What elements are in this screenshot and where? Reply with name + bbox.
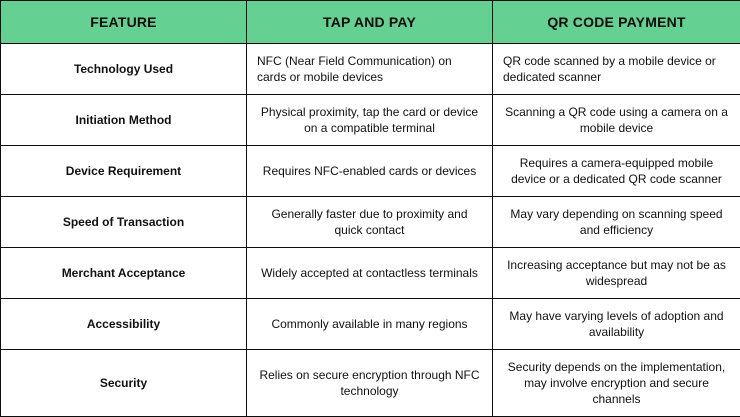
qr-code-payment-cell: May have varying levels of adoption and availability: [493, 299, 740, 350]
table-row: [1, 95, 740, 146]
feature-cell: Device Requirement: [1, 146, 247, 197]
qr-code-payment-cell: Security depends on the implementation, may involve encryption and secure channels: [493, 350, 740, 417]
qr-code-payment-cell: Requires a camera-equipped mobile device or a dedicated QR code scanner: [493, 146, 740, 197]
feature-cell: Merchant Acceptance: [1, 248, 247, 299]
qr-code-payment-cell: May vary depending on scanning speed and efficiency: [493, 197, 740, 248]
feature-cell: Technology Used: [1, 44, 247, 95]
feature-cell: Accessibility: [1, 299, 247, 350]
header-qr-code-payment: QR CODE PAYMENT: [493, 1, 740, 44]
tap-and-pay-cell: Requires NFC-enabled cards or devices: [247, 146, 493, 197]
tap-and-pay-cell: Relies on secure encryption through NFC technology: [247, 350, 493, 417]
feature-cell: Speed of Transaction: [1, 197, 247, 248]
table-row: [1, 350, 740, 417]
tap-and-pay-cell: NFC (Near Field Communication) on cards or mobile devices: [247, 44, 493, 95]
table-row: [1, 146, 740, 197]
table-row: [1, 44, 740, 95]
feature-cell: Initiation Method: [1, 95, 247, 146]
table-row: [1, 299, 740, 350]
tap-and-pay-cell: Generally faster due to proximity and quick contact: [247, 197, 493, 248]
tap-and-pay-cell: Widely accepted at contactless terminals: [247, 248, 493, 299]
qr-code-payment-cell: Scanning a QR code using a camera on a mobile device: [493, 95, 740, 146]
header-feature: FEATURE: [1, 1, 247, 44]
header-tap-and-pay: TAP AND PAY: [247, 1, 493, 44]
table-header-row: [1, 1, 740, 44]
qr-code-payment-cell: Increasing acceptance but may not be as widespread: [493, 248, 740, 299]
qr-code-payment-cell: QR code scanned by a mobile device or dedicated scanner: [493, 44, 740, 95]
feature-cell: Security: [1, 350, 247, 417]
tap-and-pay-cell: Physical proximity, tap the card or device on a compatible terminal: [247, 95, 493, 146]
tap-and-pay-cell: Commonly available in many regions: [247, 299, 493, 350]
table-row: [1, 248, 740, 299]
table-row: [1, 197, 740, 248]
